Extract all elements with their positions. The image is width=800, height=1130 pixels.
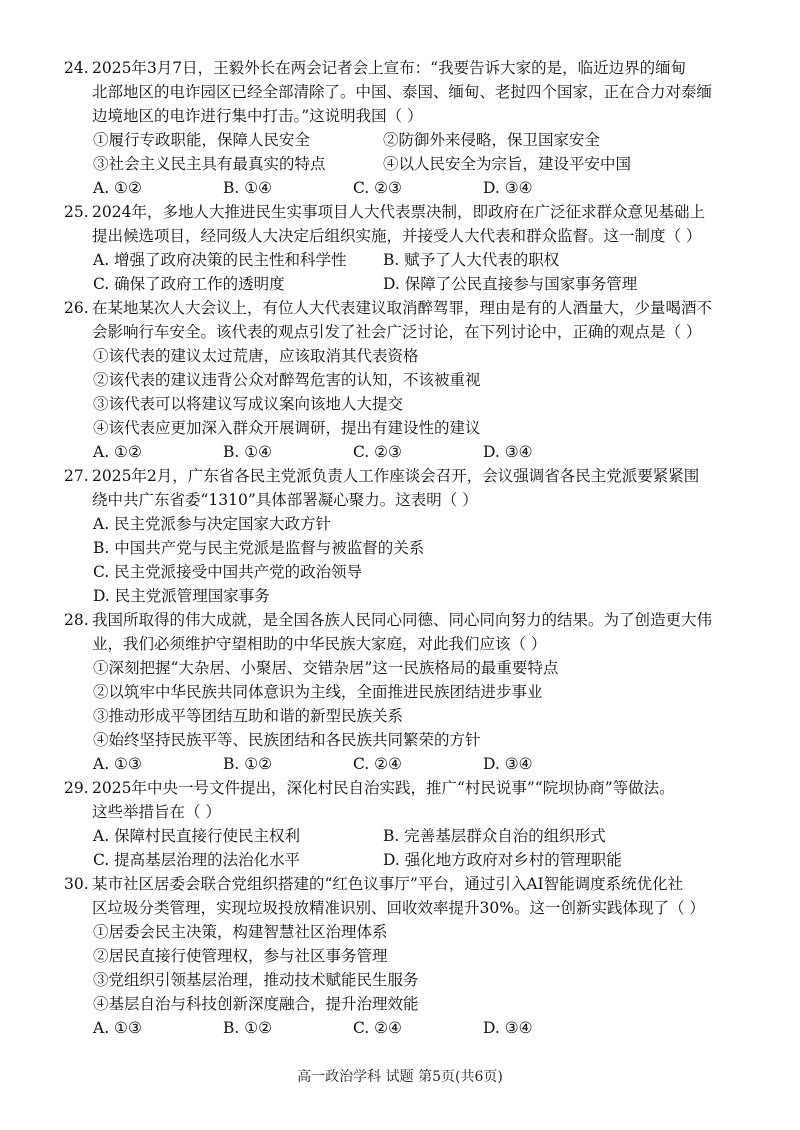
answer-option: B. 中国共产党与民主党派是监督与被监督的关系 bbox=[93, 539, 425, 557]
option-row bbox=[92, 824, 742, 848]
question-number: 30. bbox=[64, 875, 89, 893]
statement: ④该代表应更加深入群众开展调研，提出有建设性的建议 bbox=[93, 419, 481, 437]
answer-option: A. 增强了政府决策的民主性和科学性 bbox=[93, 251, 347, 269]
option-row bbox=[92, 440, 742, 464]
question-stem-line bbox=[92, 80, 742, 104]
stem-text: 2025年中央一号文件提出，深化村民自治实践，推广“村民说事”“院坝协商”等做法。 bbox=[92, 779, 675, 797]
statement: ③该代表可以将建议写成议案向该地人大提交 bbox=[93, 395, 404, 413]
statement: ③党组织引领基层治理，推动技术赋能民生服务 bbox=[93, 971, 419, 989]
question-stem-line bbox=[64, 608, 742, 632]
option-row bbox=[92, 272, 742, 296]
option-row bbox=[92, 1016, 742, 1040]
answer-option: C. 民主党派接受中国共产党的政治领导 bbox=[93, 563, 363, 581]
statement: ②该代表的建议违背公众对醉驾危害的认知，不该被重视 bbox=[93, 371, 481, 389]
option-row bbox=[92, 752, 742, 776]
statement: ①该代表的建议太过荒唐，应该取消其代表资格 bbox=[93, 347, 419, 365]
stem-text: 边境地区的电诈进行集中打击。”这说明我国（ ） bbox=[92, 107, 423, 125]
statement: ①居委会民主决策，构建智慧社区治理体系 bbox=[93, 923, 388, 941]
question-30 bbox=[64, 872, 742, 1040]
statement: ②以筑牢中华民族共同体意识为主线，全面推进民族团结进步事业 bbox=[93, 683, 543, 701]
statement: ③社会主义民主具有最真实的特点 bbox=[93, 155, 326, 173]
answer-option: B. 完善基层群众自治的组织形式 bbox=[383, 827, 606, 845]
question-27 bbox=[64, 464, 742, 608]
answer-option: D. ③④ bbox=[483, 179, 533, 197]
question-stem-line bbox=[92, 896, 742, 920]
option-row bbox=[92, 176, 742, 200]
question-number: 24. bbox=[64, 59, 89, 77]
question-stem-line bbox=[64, 464, 742, 488]
question-stem-line bbox=[92, 632, 742, 656]
question-list bbox=[64, 56, 742, 1040]
stem-text: 2024年，多地人大推进民生实事项目人大代表票决制，即政府在广泛征求群众意见基础上 bbox=[92, 203, 705, 221]
statement: ②防御外来侵略，保卫国家安全 bbox=[383, 131, 601, 149]
statement: ④基层自治与科技创新深度融合，提升治理效能 bbox=[93, 995, 419, 1013]
answer-option: D. 保障了公民直接参与国家事务管理 bbox=[383, 275, 638, 293]
stem-text: 2025年3月7日，王毅外长在两会记者会上宣布：“我要告诉大家的是，临近边界的缅甸 bbox=[92, 59, 687, 77]
answer-option: D. ③④ bbox=[483, 443, 533, 461]
answer-option: D. ③④ bbox=[483, 1019, 533, 1037]
stem-text: 提出候选项目，经同级人大决定后组织实施，并接受人大代表和群众监督。这一制度（ ） bbox=[92, 227, 702, 245]
statement: ④始终坚持民族平等、民族团结和各民族共同繁荣的方针 bbox=[93, 731, 481, 749]
question-number: 26. bbox=[64, 299, 89, 317]
answer-option: C. ②③ bbox=[353, 179, 402, 197]
question-number: 29. bbox=[64, 779, 89, 797]
answer-option: C. ②④ bbox=[353, 1019, 402, 1037]
question-stem-line bbox=[64, 296, 742, 320]
statement-row bbox=[92, 152, 742, 176]
stem-text: 会影响行车安全。该代表的观点引发了社会广泛讨论，在下列讨论中，正确的观点是（ ） bbox=[92, 323, 702, 341]
answer-option: A. 保障村民直接行使民主权利 bbox=[93, 827, 301, 845]
answer-option: D. 强化地方政府对乡村的管理职能 bbox=[383, 851, 622, 869]
question-stem-line bbox=[92, 320, 742, 344]
answer-option: B. ①④ bbox=[223, 179, 273, 197]
answer-option: A. ①③ bbox=[93, 755, 142, 773]
answer-option: D. ③④ bbox=[483, 755, 533, 773]
statement: ④以人民安全为宗旨，建设平安中国 bbox=[383, 155, 632, 173]
stem-text: 业，我们必须维护守望相助的中华民族大家庭，对此我们应该（ ） bbox=[92, 635, 547, 653]
stem-text: 区垃圾分类管理，实现垃圾投放精准识别、回收效率提升30%。这一创新实践体现了（ ） bbox=[92, 899, 705, 917]
stem-text: 某市社区居委会联合党组织搭建的“红色议事厅”平台，通过引入AI智能调度系统优化社 bbox=[92, 875, 684, 893]
answer-option: C. ②③ bbox=[353, 443, 402, 461]
question-stem-line bbox=[64, 200, 742, 224]
stem-text: 我国所取得的伟大成就，是全国各族人民同心同德、同心同向努力的结果。为了创造更大伟 bbox=[92, 611, 713, 629]
statement-row bbox=[92, 128, 742, 152]
option-row bbox=[92, 248, 742, 272]
question-24 bbox=[64, 56, 742, 200]
question-stem-line bbox=[92, 800, 742, 824]
answer-option: A. ①② bbox=[93, 179, 142, 197]
statement: ①履行专政职能，保障人民安全 bbox=[93, 131, 311, 149]
statement: ③推动形成平等团结互助和谐的新型民族关系 bbox=[93, 707, 404, 725]
answer-option: C. ②④ bbox=[353, 755, 402, 773]
stem-text: 这些举措旨在（ ） bbox=[92, 803, 221, 821]
answer-option: A. ①③ bbox=[93, 1019, 142, 1037]
question-stem-line bbox=[92, 224, 742, 248]
question-number: 28. bbox=[64, 611, 89, 629]
statement: ②居民直接行使管理权，参与社区事务管理 bbox=[93, 947, 388, 965]
answer-option: B. ①② bbox=[223, 755, 273, 773]
question-number: 27. bbox=[64, 467, 89, 485]
answer-option: C. 提高基层治理的法治化水平 bbox=[93, 851, 301, 869]
answer-option: B. 赋予了人大代表的职权 bbox=[383, 251, 560, 269]
answer-option: B. ①② bbox=[223, 1019, 273, 1037]
stem-text: 北部地区的电诈园区已经全部清除了。中国、泰国、缅甸、老挝四个国家，正在合力对泰缅 bbox=[92, 83, 713, 101]
question-29 bbox=[64, 776, 742, 872]
answer-option: A. ①② bbox=[93, 443, 142, 461]
question-stem-line bbox=[64, 872, 742, 896]
question-stem-line bbox=[92, 488, 742, 512]
answer-option: D. 民主党派管理国家事务 bbox=[93, 587, 270, 605]
question-stem-line bbox=[64, 56, 742, 80]
question-stem-line bbox=[64, 776, 742, 800]
stem-text: 在某地某次人大会议上，有位人大代表建议取消醉驾罪，理由是有的人酒量大，少量喝酒不 bbox=[92, 299, 713, 317]
stem-text: 2025年2月，广东省各民主党派负责人工作座谈会召开，会议强调省各民主党派要紧紧围 bbox=[92, 467, 700, 485]
question-number: 25. bbox=[64, 203, 89, 221]
question-25 bbox=[64, 200, 742, 296]
stem-text: 绕中共广东省委“1310”具体部署凝心聚力。这表明（ ） bbox=[92, 491, 478, 509]
answer-option: B. ①④ bbox=[223, 443, 273, 461]
question-28 bbox=[64, 608, 742, 776]
answer-option: A. 民主党派参与决定国家大政方针 bbox=[93, 515, 332, 533]
answer-option: C. 确保了政府工作的透明度 bbox=[93, 275, 285, 293]
question-stem-line bbox=[92, 104, 742, 128]
question-26 bbox=[64, 296, 742, 464]
statement: ①深刻把握“大杂居、小聚居、交错杂居”这一民族格局的最重要特点 bbox=[93, 659, 559, 677]
option-row bbox=[92, 848, 742, 872]
page-footer: 高一政治学科 试题 第5页(共6页) bbox=[297, 1069, 503, 1085]
